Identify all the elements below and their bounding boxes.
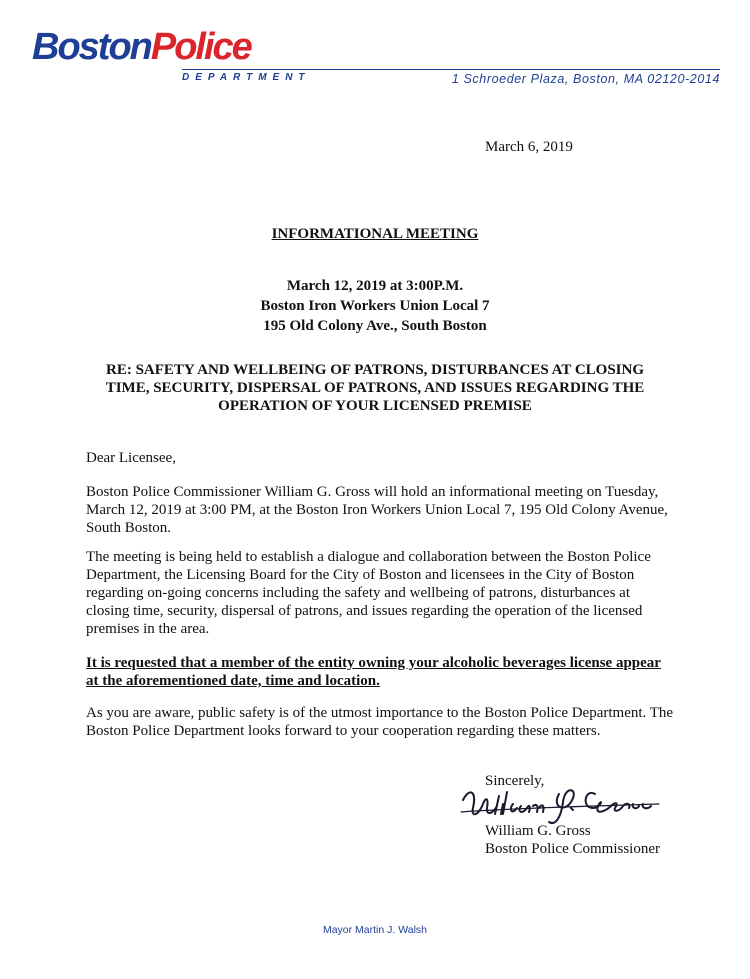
signatory-role: Boston Police Commissioner xyxy=(485,841,661,857)
paragraph-2: The meeting is being held to establish a dialogue and collaboration between the Boston Police Department, the Licensing Board for the City of Boston and licensees in the City of Boston regarding on-going concerns including the safety and wellbeing of patrons, disturbances at closing time, security, dispersal of patrons, and issues regarding the operation of the licensed premises in the area. xyxy=(86,549,651,637)
boston-police-logo xyxy=(32,28,251,66)
letterhead-rule xyxy=(182,69,720,70)
letterhead-address: 1 Schroeder Plaza, Boston, MA 02120-2014 xyxy=(451,72,720,86)
signature-icon xyxy=(455,778,665,828)
paragraph-1: Boston Police Commissioner William G. Gross will hold an informational meeting on Tuesday, March 12, 2019 at 3:00 PM, at the Boston Iron Workers Union Local 7, 195 Old Colony Avenue, South Boston. xyxy=(86,484,668,536)
re-line: OPERATION OF YOUR LICENSED PREMISE xyxy=(218,398,532,414)
re-subject xyxy=(0,361,750,415)
signatory-name: William G. Gross xyxy=(485,823,591,839)
logo-boston-text: Boston xyxy=(32,26,151,68)
closing-sincerely: Sincerely, xyxy=(485,773,545,789)
footer-mayor: Mayor Martin J. Walsh xyxy=(322,924,428,936)
meeting-address: 195 Old Colony Ave., South Boston xyxy=(263,318,487,334)
meeting-venue: Boston Iron Workers Union Local 7 xyxy=(260,298,490,314)
request-statement: It is requested that a member of the entity owning your alcoholic beverages license appear at the aforementioned date, time and location. xyxy=(86,655,661,689)
paragraph-3: As you are aware, public safety is of the utmost importance to the Boston Police Department. The Boston Police Department looks forward to your cooperation regarding these matters. xyxy=(86,705,674,739)
re-line: RE: SAFETY AND WELLBEING OF PATRONS, DISTURBANCES AT CLOSING xyxy=(105,362,645,378)
letter-date: March 6, 2019 xyxy=(485,139,573,155)
logo-department-text: DEPARTMENT xyxy=(182,72,311,83)
logo-police-text: Police xyxy=(150,26,251,68)
meeting-details xyxy=(0,276,750,336)
re-line: TIME, SECURITY, DISPERSAL OF PATRONS, AND ISSUES REGARDING THE xyxy=(105,380,645,396)
salutation: Dear Licensee, xyxy=(86,450,176,466)
meeting-when: March 12, 2019 at 3:00P.M. xyxy=(286,278,464,294)
letter-title: INFORMATIONAL MEETING xyxy=(271,226,479,242)
